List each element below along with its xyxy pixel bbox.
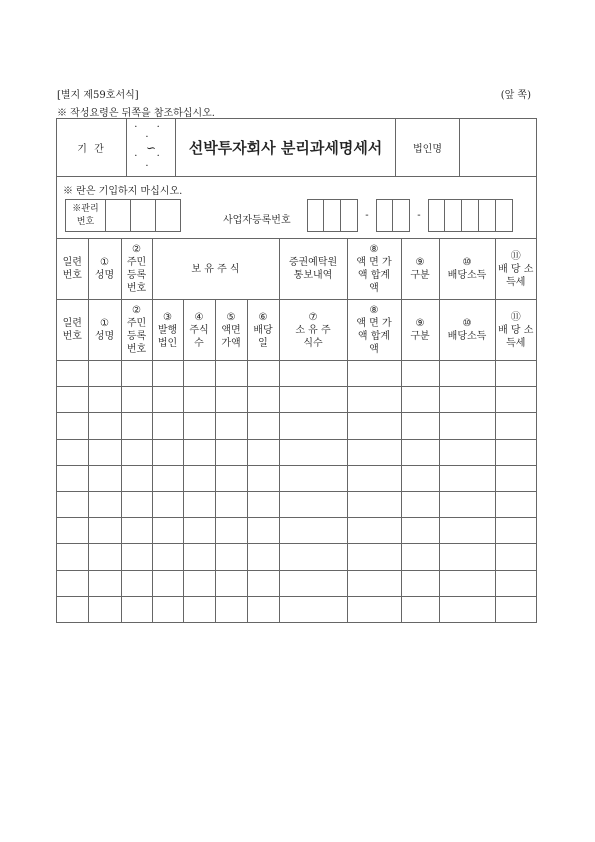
table-cell[interactable] xyxy=(279,465,347,491)
table-cell[interactable] xyxy=(401,570,439,596)
table-cell[interactable] xyxy=(121,361,152,387)
table-cell[interactable] xyxy=(439,544,495,570)
management-label-line2: 번호 xyxy=(76,217,95,227)
table-cell[interactable] xyxy=(121,518,152,544)
table-row xyxy=(57,465,536,491)
col-face-total: ⑧ 액 면 가 액 합계 액 xyxy=(347,239,401,300)
table-cell[interactable] xyxy=(183,518,215,544)
col-holdings: 보 유 주 식 xyxy=(152,239,279,300)
table-cell[interactable] xyxy=(57,387,88,413)
table-cell[interactable] xyxy=(495,518,536,544)
table-cell[interactable] xyxy=(121,570,152,596)
table-cell[interactable] xyxy=(121,544,152,570)
table-cell[interactable] xyxy=(347,596,401,622)
table-cell[interactable] xyxy=(439,387,495,413)
table-cell[interactable] xyxy=(279,544,347,570)
table-cell[interactable] xyxy=(279,387,347,413)
col-face-value: ⑤ 액면 가액 xyxy=(215,300,247,361)
col-category: ⑨ 구분 xyxy=(401,239,439,300)
period-field[interactable] xyxy=(127,119,176,176)
table-cell[interactable] xyxy=(88,413,121,439)
table-cell[interactable] xyxy=(121,491,152,517)
table-cell[interactable] xyxy=(247,544,279,570)
col-resident-reg-no: ② 주민 등록 번호 xyxy=(121,239,152,300)
table-cell[interactable] xyxy=(401,387,439,413)
document-title: 선박투자회사 분리과세명세서 xyxy=(176,119,396,176)
table-cell[interactable] xyxy=(439,465,495,491)
table-cell[interactable] xyxy=(279,413,347,439)
table-cell[interactable] xyxy=(495,570,536,596)
table-cell[interactable] xyxy=(183,465,215,491)
col-shares: ④ 주식 수 xyxy=(183,300,215,361)
table-cell[interactable] xyxy=(215,361,247,387)
table-cell[interactable] xyxy=(121,413,152,439)
table-cell[interactable] xyxy=(401,596,439,622)
table-cell[interactable] xyxy=(88,439,121,465)
table-row xyxy=(57,544,536,570)
table-cell[interactable] xyxy=(152,544,183,570)
table-row xyxy=(57,596,536,622)
table-cell[interactable] xyxy=(279,570,347,596)
col-owned-shares: ⑦ 소 유 주 식수 xyxy=(279,300,347,361)
table-cell[interactable] xyxy=(401,491,439,517)
table-cell[interactable] xyxy=(401,439,439,465)
table-cell[interactable] xyxy=(57,465,88,491)
table-cell[interactable] xyxy=(247,570,279,596)
biz-reg-digit-box[interactable] xyxy=(445,199,462,232)
management-number xyxy=(65,199,181,232)
col-serial: 일련 번호 xyxy=(57,239,88,300)
table-cell[interactable] xyxy=(495,387,536,413)
table-row xyxy=(57,413,536,439)
table-cell[interactable] xyxy=(152,465,183,491)
table-cell[interactable] xyxy=(401,518,439,544)
table-cell[interactable] xyxy=(88,596,121,622)
table-cell[interactable] xyxy=(215,518,247,544)
table-cell[interactable] xyxy=(215,439,247,465)
table-cell[interactable] xyxy=(439,413,495,439)
header-row-1 xyxy=(57,239,536,300)
col-name: ① 성명 xyxy=(88,300,121,361)
biz-reg-number xyxy=(307,199,513,232)
biz-reg-dash: - xyxy=(417,210,421,221)
col-dividend-date: ⑥ 배당 일 xyxy=(247,300,279,361)
table-cell[interactable] xyxy=(495,439,536,465)
table-cell[interactable] xyxy=(183,387,215,413)
table-cell[interactable] xyxy=(247,413,279,439)
biz-reg-digit-box[interactable] xyxy=(428,199,445,232)
table-cell[interactable] xyxy=(439,570,495,596)
table-cell[interactable] xyxy=(247,361,279,387)
table-row xyxy=(57,491,536,517)
table-cell[interactable] xyxy=(439,439,495,465)
table-cell[interactable] xyxy=(439,596,495,622)
header-row-2 xyxy=(57,300,536,361)
table-cell[interactable] xyxy=(279,439,347,465)
table-cell[interactable] xyxy=(247,439,279,465)
table-cell[interactable] xyxy=(347,361,401,387)
col-dividend-income: ⑩ 배당소득 xyxy=(439,239,495,300)
table-cell[interactable] xyxy=(183,570,215,596)
biz-reg-digit-box[interactable] xyxy=(341,199,358,232)
col-dividend-income: ⑩ 배당소득 xyxy=(439,300,495,361)
table-cell[interactable] xyxy=(57,413,88,439)
table-cell[interactable] xyxy=(347,439,401,465)
table-cell[interactable] xyxy=(88,544,121,570)
col-category: ⑨ 구분 xyxy=(401,300,439,361)
table-cell[interactable] xyxy=(347,413,401,439)
table-cell[interactable] xyxy=(247,491,279,517)
biz-reg-digit-box[interactable] xyxy=(376,199,393,232)
period-end-dots: · · · xyxy=(134,151,168,172)
table-cell[interactable] xyxy=(347,491,401,517)
table-row xyxy=(57,387,536,413)
table-cell[interactable] xyxy=(152,439,183,465)
corp-name-field[interactable] xyxy=(460,119,536,176)
table-cell[interactable] xyxy=(57,491,88,517)
table-cell[interactable] xyxy=(88,465,121,491)
biz-reg-digit-box[interactable] xyxy=(496,199,513,232)
table-cell[interactable] xyxy=(152,491,183,517)
table-cell[interactable] xyxy=(279,518,347,544)
page-side: (앞 쪽) xyxy=(500,90,531,101)
table-cell[interactable] xyxy=(152,361,183,387)
form-number: [별지 제59호서식] xyxy=(57,90,139,101)
table-cell[interactable] xyxy=(279,596,347,622)
table-cell[interactable] xyxy=(88,518,121,544)
title-row xyxy=(57,119,536,177)
table-cell[interactable] xyxy=(495,544,536,570)
biz-reg-dash: - xyxy=(365,210,369,221)
statement-form xyxy=(56,118,537,623)
table-cell[interactable] xyxy=(57,570,88,596)
detail-table xyxy=(57,239,536,622)
table-cell[interactable] xyxy=(57,596,88,622)
management-number-box[interactable] xyxy=(131,200,156,231)
col-dividend-tax: ⑪ 배 당 소 득세 xyxy=(495,300,536,361)
col-face-total: ⑧ 액 면 가 액 합계 액 xyxy=(347,300,401,361)
table-cell[interactable] xyxy=(215,570,247,596)
table-cell[interactable] xyxy=(88,570,121,596)
table-cell[interactable] xyxy=(347,465,401,491)
biz-reg-digit-box[interactable] xyxy=(393,199,410,232)
table-cell[interactable] xyxy=(57,361,88,387)
table-cell[interactable] xyxy=(183,361,215,387)
table-cell[interactable] xyxy=(279,491,347,517)
admin-note: ※ 란은 기입하지 마십시오. xyxy=(63,186,183,197)
table-cell[interactable] xyxy=(183,413,215,439)
table-cell[interactable] xyxy=(495,413,536,439)
table-cell[interactable] xyxy=(495,491,536,517)
table-cell[interactable] xyxy=(401,544,439,570)
table-cell[interactable] xyxy=(183,439,215,465)
table-row xyxy=(57,439,536,465)
table-cell[interactable] xyxy=(495,596,536,622)
table-cell[interactable] xyxy=(152,387,183,413)
table-cell[interactable] xyxy=(247,518,279,544)
table-cell[interactable] xyxy=(183,544,215,570)
management-number-box[interactable] xyxy=(156,200,180,231)
table-row xyxy=(57,570,536,596)
biz-reg-digit-box[interactable] xyxy=(479,199,496,232)
table-cell[interactable] xyxy=(401,361,439,387)
management-number-box[interactable] xyxy=(106,200,131,231)
table-cell[interactable] xyxy=(121,439,152,465)
table-row xyxy=(57,361,536,387)
table-cell[interactable] xyxy=(347,570,401,596)
biz-reg-digit-box[interactable] xyxy=(324,199,341,232)
table-cell[interactable] xyxy=(88,361,121,387)
biz-reg-digit-box[interactable] xyxy=(462,199,479,232)
admin-row xyxy=(57,177,536,239)
instruction-note: ※ 작성요령은 뒤쪽을 참조하십시오. xyxy=(57,108,215,119)
period-separator: ∽ xyxy=(145,141,157,155)
table-cell[interactable] xyxy=(215,387,247,413)
table-cell[interactable] xyxy=(88,387,121,413)
col-serial: 일련 번호 xyxy=(57,300,88,361)
table-cell[interactable] xyxy=(57,518,88,544)
table-cell[interactable] xyxy=(401,465,439,491)
table-cell[interactable] xyxy=(183,596,215,622)
table-cell[interactable] xyxy=(347,387,401,413)
table-cell[interactable] xyxy=(247,596,279,622)
management-number-label xyxy=(66,200,106,231)
table-cell[interactable] xyxy=(215,413,247,439)
table-cell[interactable] xyxy=(439,491,495,517)
col-dividend-tax: ⑪ 배 당 소 득세 xyxy=(495,239,536,300)
table-cell[interactable] xyxy=(121,596,152,622)
table-cell[interactable] xyxy=(347,518,401,544)
table-cell[interactable] xyxy=(279,361,347,387)
data-rows xyxy=(57,361,536,622)
table-cell[interactable] xyxy=(183,491,215,517)
table-cell[interactable] xyxy=(121,465,152,491)
corp-name-label: 법인명 xyxy=(396,119,460,176)
col-resident-reg-no: ② 주민 등록 번호 xyxy=(121,300,152,361)
table-cell[interactable] xyxy=(495,361,536,387)
table-cell[interactable] xyxy=(215,491,247,517)
table-row xyxy=(57,518,536,544)
col-issuer: ③ 발행 법인 xyxy=(152,300,183,361)
col-name: ① 성명 xyxy=(88,239,121,300)
table-cell[interactable] xyxy=(247,465,279,491)
table-cell[interactable] xyxy=(152,518,183,544)
table-cell[interactable] xyxy=(57,544,88,570)
table-cell[interactable] xyxy=(495,465,536,491)
biz-reg-number-label: 사업자등록번호 xyxy=(223,215,291,226)
management-label-line1: ※관리 xyxy=(72,204,99,214)
table-cell[interactable] xyxy=(121,387,152,413)
table-cell[interactable] xyxy=(215,465,247,491)
table-cell[interactable] xyxy=(215,596,247,622)
table-cell[interactable] xyxy=(247,387,279,413)
table-cell[interactable] xyxy=(88,491,121,517)
table-cell[interactable] xyxy=(57,439,88,465)
table-cell[interactable] xyxy=(152,570,183,596)
biz-reg-digit-box[interactable] xyxy=(307,199,324,232)
table-cell[interactable] xyxy=(152,413,183,439)
table-cell[interactable] xyxy=(439,518,495,544)
table-cell[interactable] xyxy=(401,413,439,439)
period-label: 기 간 xyxy=(57,119,127,176)
table-cell[interactable] xyxy=(215,544,247,570)
col-deposit-notice: 증권예탁원 통보내역 xyxy=(279,239,347,300)
period-start-dots: · · · xyxy=(134,122,168,143)
table-cell[interactable] xyxy=(347,544,401,570)
table-cell[interactable] xyxy=(439,361,495,387)
table-cell[interactable] xyxy=(152,596,183,622)
